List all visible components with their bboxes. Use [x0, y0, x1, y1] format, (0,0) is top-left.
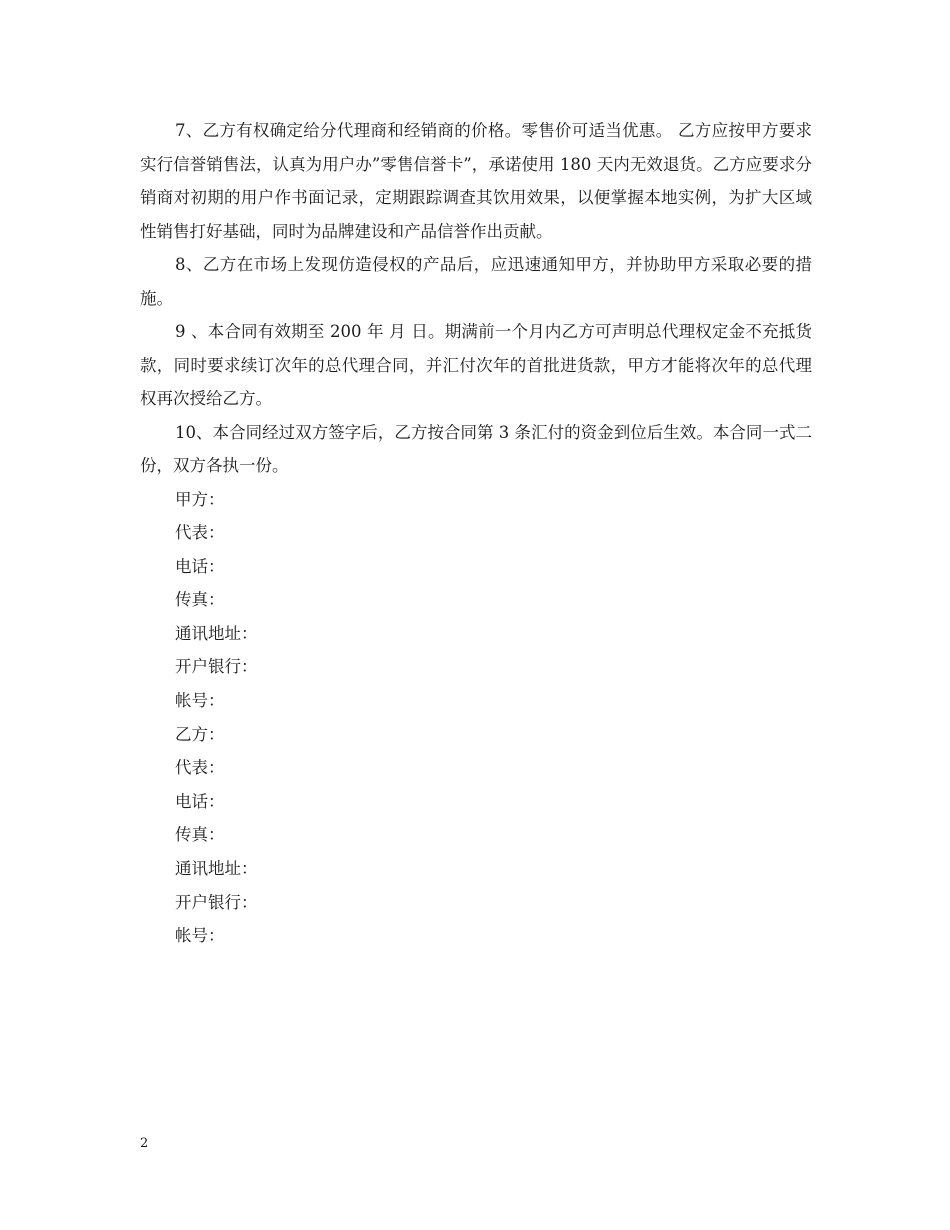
party-b-block — [140, 718, 812, 953]
party-b-phone-field: 电话： — [175, 791, 225, 811]
party-b-representative-field: 代表： — [175, 758, 225, 778]
party-a-block — [140, 483, 812, 718]
clause-8: 8、乙方在市场上发现仿造侵权的产品后，应迅速通知甲方，并协助甲方采取必要的措施。 — [140, 255, 812, 308]
clause-7: 7、乙方有权确定给分代理商和经销商的价格。零售价可适当优惠。 乙方应按甲方要求实行信誉销售法，认真为用户办”零售信誉卡”，承诺使用 180 天内无效退货。乙方应要求分销商对初期的用户作书面记录，定期跟踪调查其饮用效果，以便掌握本地实例，为扩大区域性销售打好基础，同时为品牌建设和产品信誉作出贡献。 — [140, 121, 812, 241]
page-number: 2 — [140, 1136, 149, 1151]
party-a-name-field: 甲方： — [175, 489, 225, 509]
clause-10: 10、本合同经过双方签字后，乙方按合同第 3 条汇付的资金到位后生效。本合同一式二份，双方各执一份。 — [140, 422, 812, 475]
party-a-bank-field: 开户银行： — [175, 657, 258, 677]
contract-body — [140, 114, 812, 953]
clause-9: 9 、本合同有效期至 200 年 月 日。期满前一个月内乙方可声明总代理权定金不充抵货款，同时要求续订次年的总代理合同，并汇付次年的首批进货款，甲方才能将次年的总代理权再次授给乙方。 — [140, 322, 812, 408]
party-b-bank-field: 开户银行： — [175, 892, 258, 912]
party-a-address-field: 通讯地址： — [175, 623, 258, 643]
party-b-account-field: 帐号： — [175, 926, 225, 946]
party-b-name-field: 乙方： — [175, 724, 225, 744]
party-a-representative-field: 代表： — [175, 523, 225, 543]
party-a-fax-field: 传真： — [175, 590, 225, 610]
party-b-address-field: 通讯地址： — [175, 859, 258, 879]
party-a-phone-field: 电话： — [175, 556, 225, 576]
party-b-fax-field: 传真： — [175, 825, 225, 845]
party-a-account-field: 帐号： — [175, 691, 225, 711]
